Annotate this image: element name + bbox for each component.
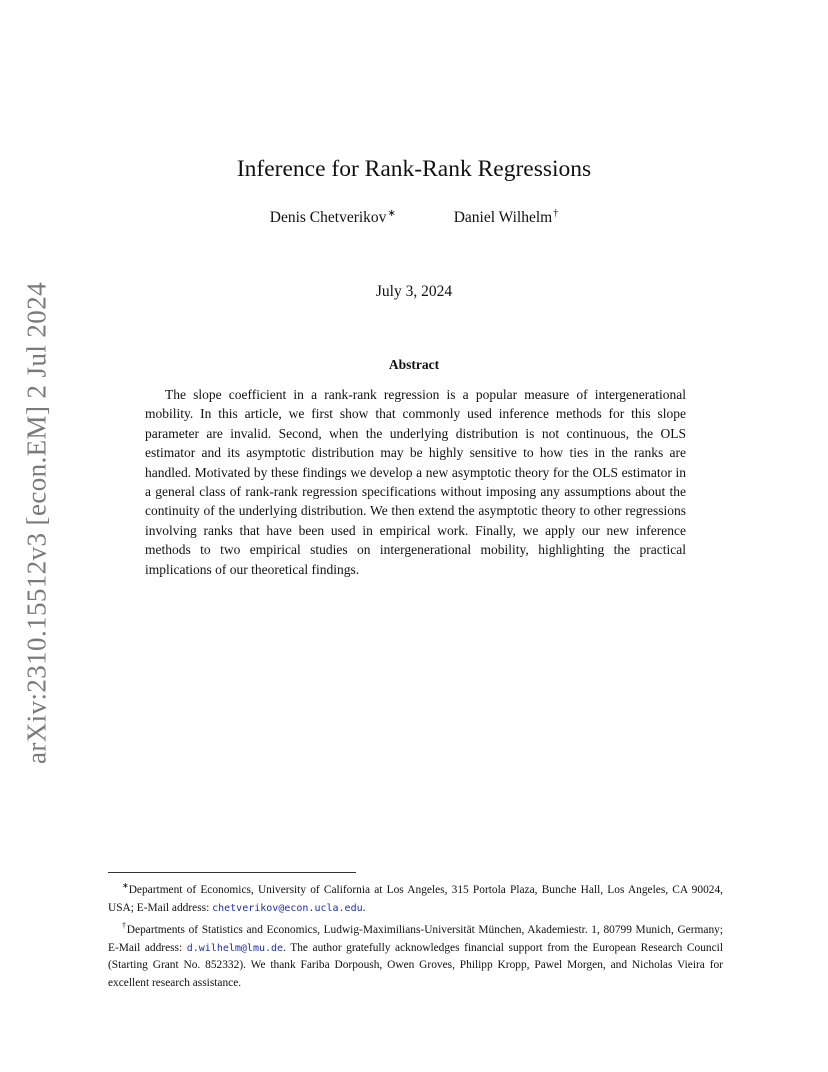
- footnote-text: Departments of Statistics and Economics, Ludwig-Maximilians-Universität München, Akademiestr. 1, 80799 Munich, Germany; E-Mail address:: [108, 924, 724, 954]
- footnote-1: [108, 877, 723, 917]
- author-name: Denis Chetverikov: [269, 209, 387, 226]
- footnote-text: . The author gratefully acknowledges financial support from the European Research Council (Starting Grant No. 852332). We thank Fariba Dorpoush, Owen Groves, Philipp Kropp, Pawel Morgen, and Nicholas Vieira for excellent research assistance.: [108, 941, 723, 989]
- email-link[interactable]: chetverikov@econ.ucla.edu: [212, 902, 363, 914]
- footnote-text: Department of Economics, University of California at Los Angeles, 315 Portola Plaza, Bunche Hall, Los Angeles, CA 90024, USA; E-Mail address:: [108, 884, 723, 914]
- author-1: [270, 208, 396, 227]
- footnote-mark: †: [122, 921, 127, 931]
- arxiv-identifier-stamp: arXiv:2310.15512v3 [econ.EM] 2 Jul 2024: [21, 281, 52, 765]
- footnote-divider: [108, 872, 356, 873]
- publication-date: July 3, 2024: [375, 283, 453, 300]
- author-footnote-mark: †: [553, 208, 559, 219]
- footnotes: [108, 877, 723, 993]
- footnote-2: [108, 917, 723, 992]
- paper-title: Inference for Rank-Rank Regressions: [236, 156, 592, 182]
- author-list: [0, 208, 828, 227]
- email-link[interactable]: d.wilhelm@lmu.de: [186, 942, 284, 954]
- abstract-text: The slope coefficient in a rank-rank regression is a popular measure of intergenerational mobility. In this article, we first show that commonly used inference methods for this slope parameter are invalid. Second, when the underlying distribution is not continuous, the OLS estimator and its asymptotic distribution may be highly sensitive to how ties in the ranks are handled. Motivated by these findings we develop a new asymptotic theory for the OLS estimator in a general class of rank-rank regression specifications without imposing any assumptions about the continuity of the underlying distribution. We then extend the asymptotic theory to other regressions involving ranks that have been used in empirical work. Finally, we apply our new inference methods to two empirical studies on intergenerational mobility, highlighting the practical implications of our theoretical findings.: [145, 387, 686, 577]
- abstract-heading: Abstract: [388, 357, 440, 372]
- footnote-mark: ∗: [122, 881, 129, 890]
- author-2: [454, 208, 559, 227]
- author-footnote-mark: ∗: [387, 208, 396, 219]
- footnote-text: .: [362, 901, 366, 914]
- author-name: Daniel Wilhelm: [453, 209, 553, 226]
